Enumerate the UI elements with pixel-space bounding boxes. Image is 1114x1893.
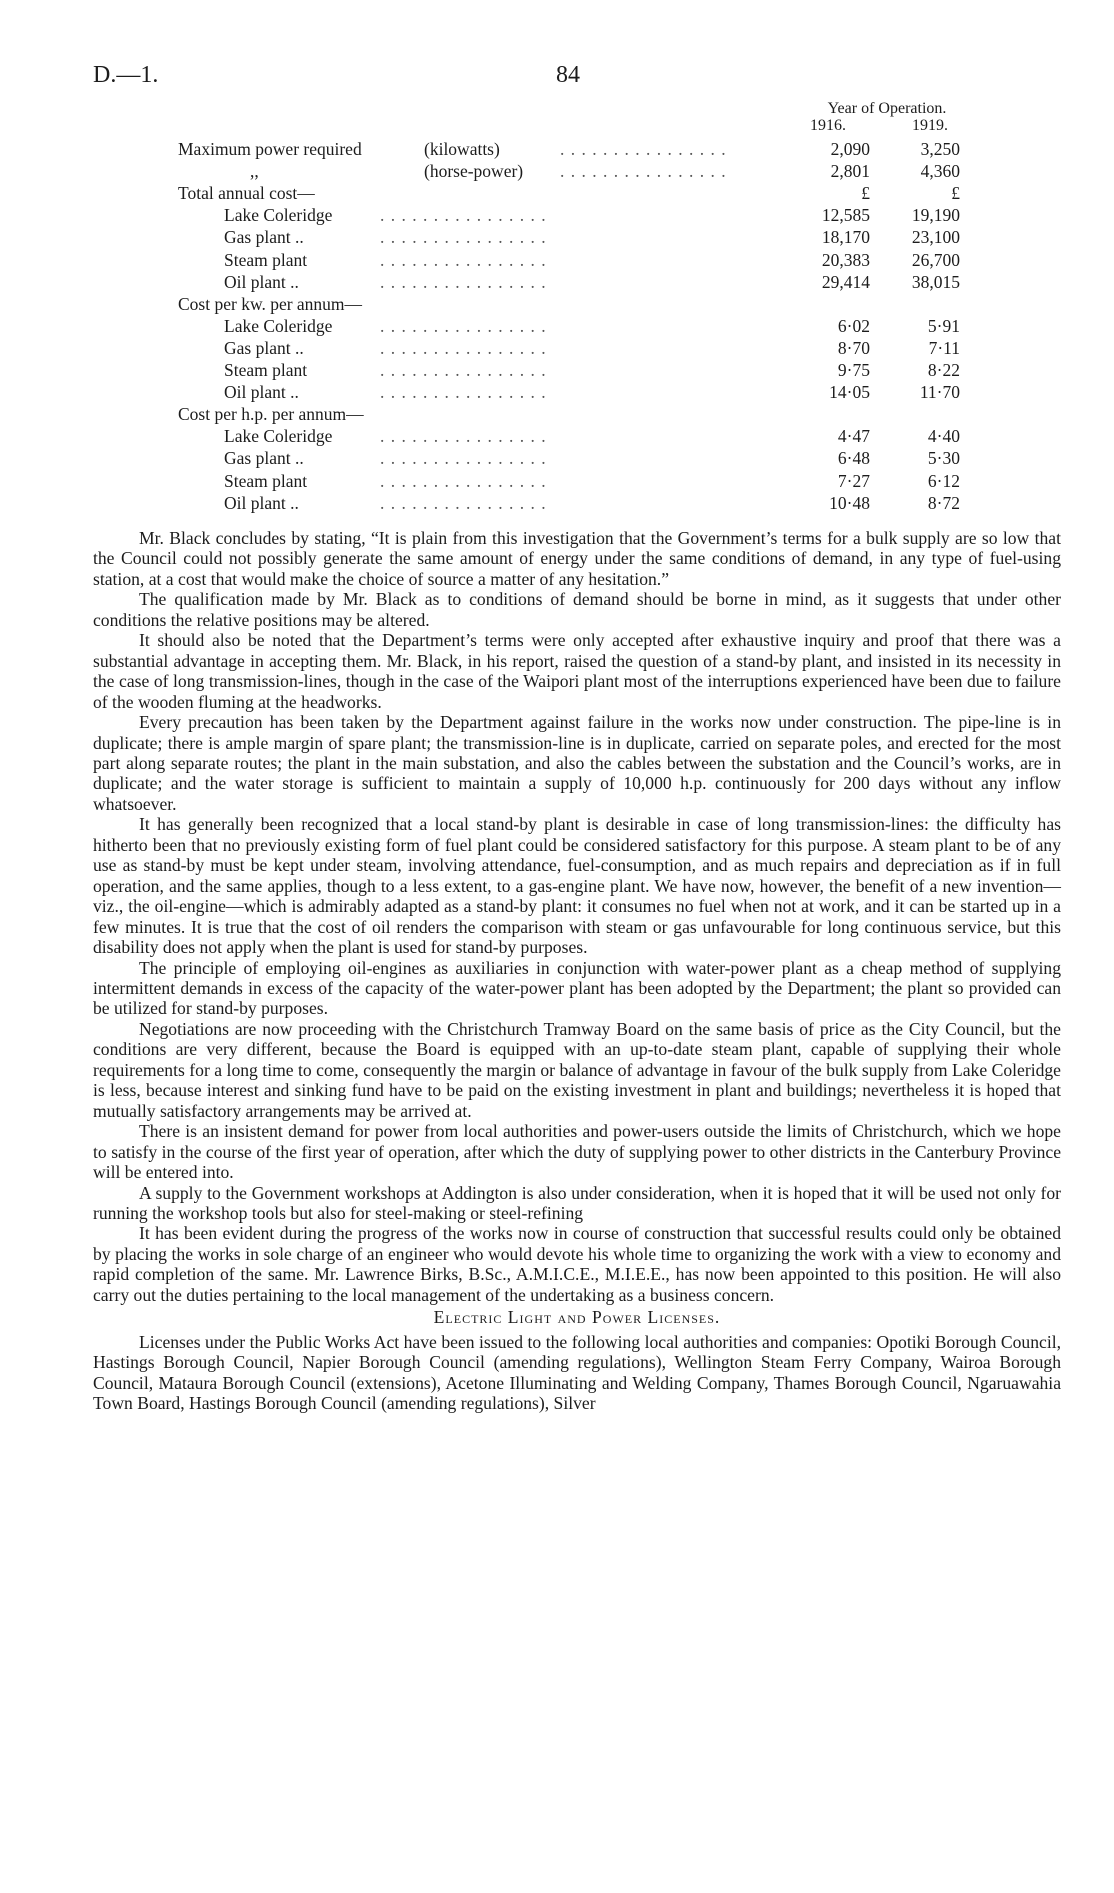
table-row — [0, 381, 1114, 403]
value-1919: 23,100 — [911, 227, 960, 248]
leader-dots: . . . . . . . . . . . . . . . . — [380, 382, 547, 403]
value-1916: 12,585 — [821, 205, 870, 226]
row-label: Oil plant .. — [224, 271, 299, 292]
value-1916: 6·02 — [837, 315, 870, 336]
table-row — [0, 447, 1114, 469]
table-row — [0, 337, 1114, 359]
table-row — [0, 138, 1114, 160]
row-label: Gas plant .. — [224, 227, 304, 248]
value-1919: 7·11 — [928, 337, 960, 358]
document-id: D.—1. — [93, 62, 159, 88]
table-row — [0, 425, 1114, 447]
leader-dots: . . . . . . . . . . . . . . . . — [380, 470, 547, 491]
value-1916: 7·27 — [837, 470, 870, 491]
value-1919: 19,190 — [911, 205, 960, 226]
value-1919: 3,250 — [920, 139, 960, 159]
column-header-1916: 1916. — [810, 117, 846, 134]
table-row — [0, 204, 1114, 226]
table-row — [0, 470, 1114, 492]
value-1916: 29,414 — [821, 271, 870, 292]
value-1916: 14·05 — [829, 382, 870, 403]
row-label: Oil plant .. — [224, 492, 299, 513]
leader-dots: . . . . . . . . . . . . . . . . — [380, 227, 547, 248]
table-row — [0, 182, 1114, 204]
value-1916: 18,170 — [821, 227, 870, 248]
year-of-operation-header: Year of Operation. — [827, 100, 947, 117]
value-1919: 38,015 — [911, 271, 960, 292]
value-1919: £ — [951, 183, 960, 204]
paragraph: The qualification made by Mr. Black as to conditions of demand should be borne in mind, as it suggests that under other conditions the relative positions may be altered. — [93, 589, 1061, 630]
paragraph: A supply to the Government workshops at Addington is also under consideration, when it is hoped that it will be used not only for running the workshop tools but also for steel-making or steel-refining — [93, 1182, 1061, 1223]
row-label: Maximum power required — [178, 139, 362, 159]
value-1916: £ — [861, 183, 870, 204]
value-1919: 8·22 — [927, 360, 960, 380]
table-row — [0, 293, 1114, 315]
paragraph: It should also be noted that the Department’s terms were only accepted after exhaustive inquiry and proof that there was a substantial advantage in accepting them. Mr. Black, in his report, raised the question of a stand-by plant, and insisted in its necessity in the case of long transmission-lines, though in the case of the Waipori plant most of the interruptions experienced have been due to failure of the wooden fluming at the headworks. — [93, 630, 1061, 712]
row-label: ,, — [250, 161, 259, 182]
row-sublabel: (kilowatts) — [424, 139, 500, 159]
leader-dots: . . . . . . . . . . . . . . . . — [560, 139, 727, 159]
row-label: Lake Coleridge — [224, 315, 333, 336]
leader-dots: . . . . . . . . . . . . . . . . — [380, 205, 547, 226]
value-1919: 8·72 — [927, 492, 960, 513]
leader-dots: . . . . . . . . . . . . . . . . — [380, 426, 547, 447]
value-1916: 9·75 — [837, 360, 870, 380]
row-label: Steam plant — [224, 470, 308, 491]
paragraph: Negotiations are now proceeding with the Christchurch Tramway Board on the same basis of price as the City Council, but the conditions are very different, because the Board is equipped with an up-to-date steam plant, capable of supplying their whole requirements for a long time to come, consequently the margin or balance of advantage in favour of the bulk supply from Lake Coleridge is less, because interest and sinking fund have to be paid on the existing investment in plant and buildings; nevertheless it is hoped that mutually satisfactory arrangements may be arrived at. — [93, 1018, 1061, 1121]
paragraph: Every precaution has been taken by the Department against failure in the works now under construction. The pipe-line is in duplicate; there is ample margin of spare plant; the transmission-line is in duplicate, carried on separate poles, and erected for the most part along separate routes; the plant in the main substation, and also the cables between the substation and the Council’s works, are in duplicate; and the water storage is sufficient to maintain a supply of 10,000 h.p. continuously for 200 days without any inflow whatsoever. — [93, 712, 1061, 814]
value-1916: 2,090 — [830, 139, 870, 159]
table-row — [0, 160, 1114, 182]
row-label: Gas plant .. — [224, 337, 304, 358]
row-label: Oil plant .. — [224, 382, 299, 403]
leader-dots: . . . . . . . . . . . . . . . . — [380, 249, 547, 270]
value-1919: 6·12 — [927, 470, 960, 491]
table-row — [0, 492, 1114, 514]
value-1916: 2,801 — [830, 161, 870, 182]
row-label: Cost per h.p. per annum— — [178, 404, 364, 425]
leader-dots: . . . . . . . . . . . . . . . . — [380, 271, 547, 292]
leader-dots: . . . . . . . . . . . . . . . . — [380, 492, 547, 513]
value-1916: 6·48 — [837, 448, 870, 469]
leader-dots: . . . . . . . . . . . . . . . . — [380, 315, 547, 336]
table-row — [0, 315, 1114, 337]
table-row — [0, 359, 1114, 381]
table-row — [0, 249, 1114, 271]
value-1919: 4,360 — [920, 161, 960, 182]
section-heading: Electric Light and Power Licenses. — [433, 1307, 721, 1328]
paragraph: Licenses under the Public Works Act have been issued to the following local authorities and companies: Opotiki Borough Council, Hastings Borough Council, Napier Borough Council (amending regulations), Wellington Steam Ferry Company, Wairoa Borough Council, Mataura Borough Council (extensions), Acetone Illuminating and Welding Company, Thames Borough Council, Ngaruawahia Town Board, Hastings Borough Council (amending regulations), Silver — [93, 1331, 1061, 1414]
value-1919: 11·70 — [919, 382, 960, 403]
row-label: Gas plant .. — [224, 448, 304, 469]
leader-dots: . . . . . . . . . . . . . . . . — [380, 448, 547, 469]
value-1916: 20,383 — [821, 249, 870, 270]
value-1919: 5·91 — [927, 315, 960, 336]
table-row — [0, 271, 1114, 293]
paragraph: It has been evident during the progress of the works now in course of construction that successful results could only be obtained by placing the works in sole charge of an engineer who would devote his whole time to organizing the work with a view to economy and rapid completion of the same. Mr. Lawrence Birks, B.Sc., A.M.I.C.E., M.I.E.E., has now been appointed to this position. He will also carry out the duties pertaining to the local management of the undertaking as a business concern. — [93, 1223, 1061, 1305]
value-1916: 10·48 — [829, 492, 870, 513]
table-row — [0, 226, 1114, 248]
body-text — [93, 528, 1061, 1413]
paragraph: It has generally been recognized that a local stand-by plant is desirable in case of long transmission-lines: the difficulty has hitherto been that no previously existing form of fuel plant could be considered satisfactory for this purpose. A steam plant to be of any use as stand-by must be kept under steam, involving attendance, fuel-consumption, and as much repairs and depreciation as if in full operation, and the same applies, though to a less extent, to a gas-engine plant. We have now, however, the benefit of a new invention—viz., the oil-engine—which is admirably adapted as a stand-by plant: it consumes no fuel when not at work, and it can be started up in a few minutes. It is true that the cost of oil renders the comparison with steam or gas unfavourable for long continuous service, but this disability does not apply when the plant is used for stand-by purposes. — [93, 814, 1061, 958]
leader-dots: . . . . . . . . . . . . . . . . — [560, 161, 727, 182]
value-1916: 8·70 — [837, 337, 870, 358]
table-row — [0, 403, 1114, 425]
value-1919: 26,700 — [911, 249, 960, 270]
value-1919: 4·40 — [927, 426, 960, 447]
row-label: Total annual cost— — [178, 183, 315, 204]
row-label: Steam plant — [224, 360, 308, 380]
paragraph: The principle of employing oil-engines as auxiliaries in conjunction with water-power plant as a cheap method of supplying intermittent demands in excess of the capacity of the water-power plant has been adopted by the Department; the plant so provided can be utilized for stand-by purposes. — [93, 957, 1061, 1019]
page-number: 84 — [556, 62, 580, 88]
row-label: Lake Coleridge — [224, 426, 333, 447]
row-label: Lake Coleridge — [224, 205, 333, 226]
row-label: Steam plant — [224, 249, 308, 270]
paragraph: Mr. Black concludes by stating, “It is plain from this investigation that the Government’s terms for a bulk supply are so low that the Council could not possibly generate the same amount of energy under the same conditions of demand, in any type of fuel-using station, at a cost that would make the choice of source a matter of any hesitation.” — [93, 528, 1061, 589]
value-1916: 4·47 — [837, 426, 870, 447]
page-header — [0, 62, 1114, 96]
leader-dots: . . . . . . . . . . . . . . . . — [380, 337, 547, 358]
paragraph: There is an insistent demand for power from local authorities and power-users outside the limits of Christchurch, which we hope to satisfy in the course of the first year of operation, after which the duty of supplying power to other districts in the Canterbury Province will be entered into. — [93, 1121, 1061, 1183]
column-header-1919: 1919. — [912, 117, 948, 134]
row-label: Cost per kw. per annum— — [178, 293, 363, 314]
value-1919: 5·30 — [927, 448, 960, 469]
row-sublabel: (horse-power) — [424, 161, 524, 182]
leader-dots: . . . . . . . . . . . . . . . . — [380, 360, 547, 380]
